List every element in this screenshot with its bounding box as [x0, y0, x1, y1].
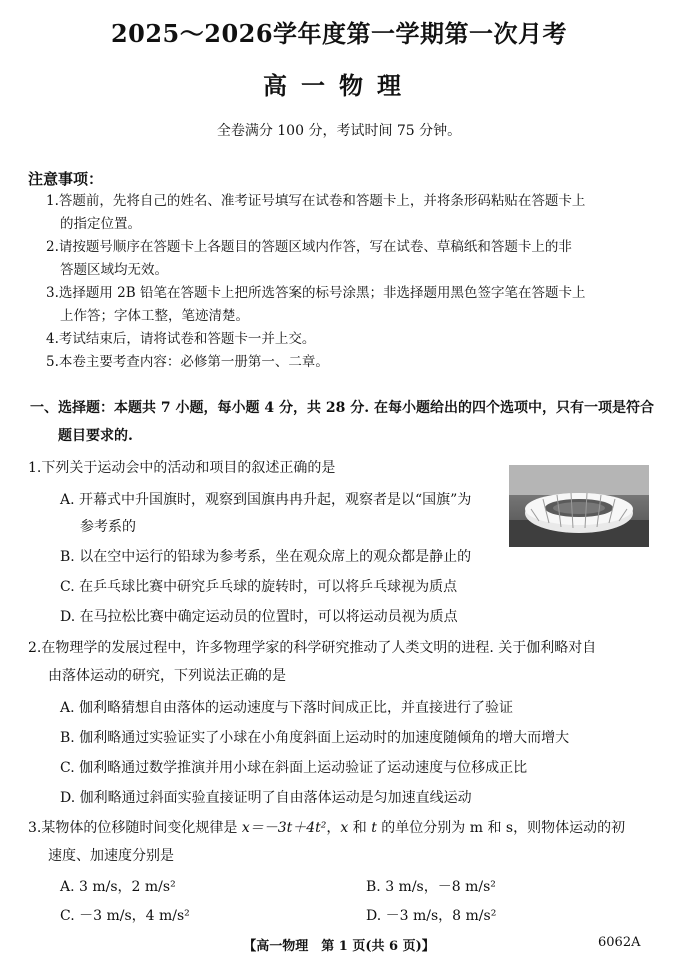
question-text: 由落体运动的研究，下列说法正确的是 [48, 668, 286, 684]
q3-formula: x＝－3t＋4t² [241, 820, 327, 836]
stadium-illustration [509, 465, 649, 547]
q1-option-a: A. 开幕式中升国旗时，观察到国旗冉冉升起，观察者是以“国旗”为 [60, 492, 472, 508]
q3-text: 3.某物体的位移随时间变化规律是 [28, 820, 242, 836]
score-info: 全卷满分 100 分，考试时间 75 分钟。 [216, 123, 462, 139]
q2-option-b: B. 伽利略通过实验证实了小球在小角度斜面上运动时的加速度随倾角的增大而增大 [60, 730, 570, 746]
q2-option-d: D. 伽利略通过斜面实验直接证明了自由落体运动是匀加速直线运动 [60, 790, 472, 806]
q1-option-d: D. 在马拉松比赛中确定运动员的位置时，可以将运动员视为质点 [60, 609, 458, 625]
page-footer: 【高一物理 第 1 页(共 6 页)】 [243, 939, 435, 954]
question-3-stem [28, 814, 658, 870]
question-text: 1.下列关于运动会中的活动和项目的叙述正确的是 [28, 460, 336, 476]
section-line: 题目要求的. [58, 428, 133, 444]
q1-option-c: C. 在乒乓球比赛中研究乒乓球的旋转时，可以将乒乓球视为质点 [60, 579, 458, 595]
note-line: 1.答题前，先将自己的姓名、准考证号填写在试卷和答题卡上，并将条形码粘贴在答题卡上 [46, 193, 586, 209]
stadium-photo [509, 465, 649, 547]
question-text [28, 814, 658, 842]
q2-option-a: A. 伽利略猜想自由落体的运动速度与下落时间成正比，并直接进行了验证 [60, 700, 514, 716]
note-line: 5.本卷主要考查内容：必修第一册第一、二章。 [46, 354, 329, 370]
q3-var-x: x [340, 820, 349, 836]
q1-option-a-cont: 参考系的 [80, 519, 136, 535]
q1-option-b: B. 以在空中运行的铅球为参考系，坐在观众席上的观众都是静止的 [60, 549, 472, 565]
q3-option-a: A. 3 m/s，2 m/s² [60, 879, 176, 895]
note-item-5 [46, 351, 654, 374]
note-line: 4.考试结束后，请将试卷和答题卡一并上交。 [46, 331, 316, 347]
notes-heading: 注意事项： [28, 170, 104, 188]
question-text: 2.在物理学的发展过程中，许多物理学家的科学研究推动了人类文明的进程. 关于伽利略对自 [28, 640, 597, 656]
question-text: 速度、加速度分别是 [48, 848, 174, 864]
exam-title: 2025～2026学年度第一学期第一次月考 [110, 19, 568, 48]
note-line: 2.请按题号顺序在答题卡上各题目的答题区域内作答，写在试卷、草稿纸和答题卡上的非 [46, 239, 572, 255]
q3-text: ， [326, 820, 341, 836]
paper-code: 6062A [598, 935, 641, 950]
note-item-1 [46, 190, 654, 236]
question-2-stem [28, 634, 658, 690]
q3-option-c: C. －3 m/s，4 m/s² [60, 908, 190, 924]
q3-option-b: B. 3 m/s，－8 m/s² [366, 879, 496, 895]
q3-var-t: t [371, 820, 377, 836]
q3-text: 和 [348, 820, 372, 836]
section-line: 一、选择题：本题共 7 小题，每小题 4 分，共 28 分. 在每小题给出的四个选项中，只有一项是符合 [30, 400, 654, 416]
note-item-3 [46, 282, 654, 328]
q2-option-c: C. 伽利略通过数学推演并用小球在斜面上运动验证了运动速度与位移成正比 [60, 760, 528, 776]
q3-text: 的单位分别为 m 和 s，则物体运动的初 [376, 820, 626, 836]
note-item-4 [46, 328, 654, 351]
subject-title: 高一物理 [263, 71, 415, 100]
note-line: 的指定位置。 [60, 216, 141, 232]
note-line: 答题区域均无效。 [60, 262, 168, 278]
note-line: 上作答；字体工整，笔迹清楚。 [60, 308, 249, 324]
section-heading [30, 394, 660, 450]
note-line: 3.选择题用 2B 铅笔在答题卡上把所选答案的标号涂黑；非选择题用黑色签字笔在答题卡上 [46, 285, 586, 301]
q3-option-d: D. －3 m/s，8 m/s² [366, 908, 497, 924]
note-item-2 [46, 236, 654, 282]
